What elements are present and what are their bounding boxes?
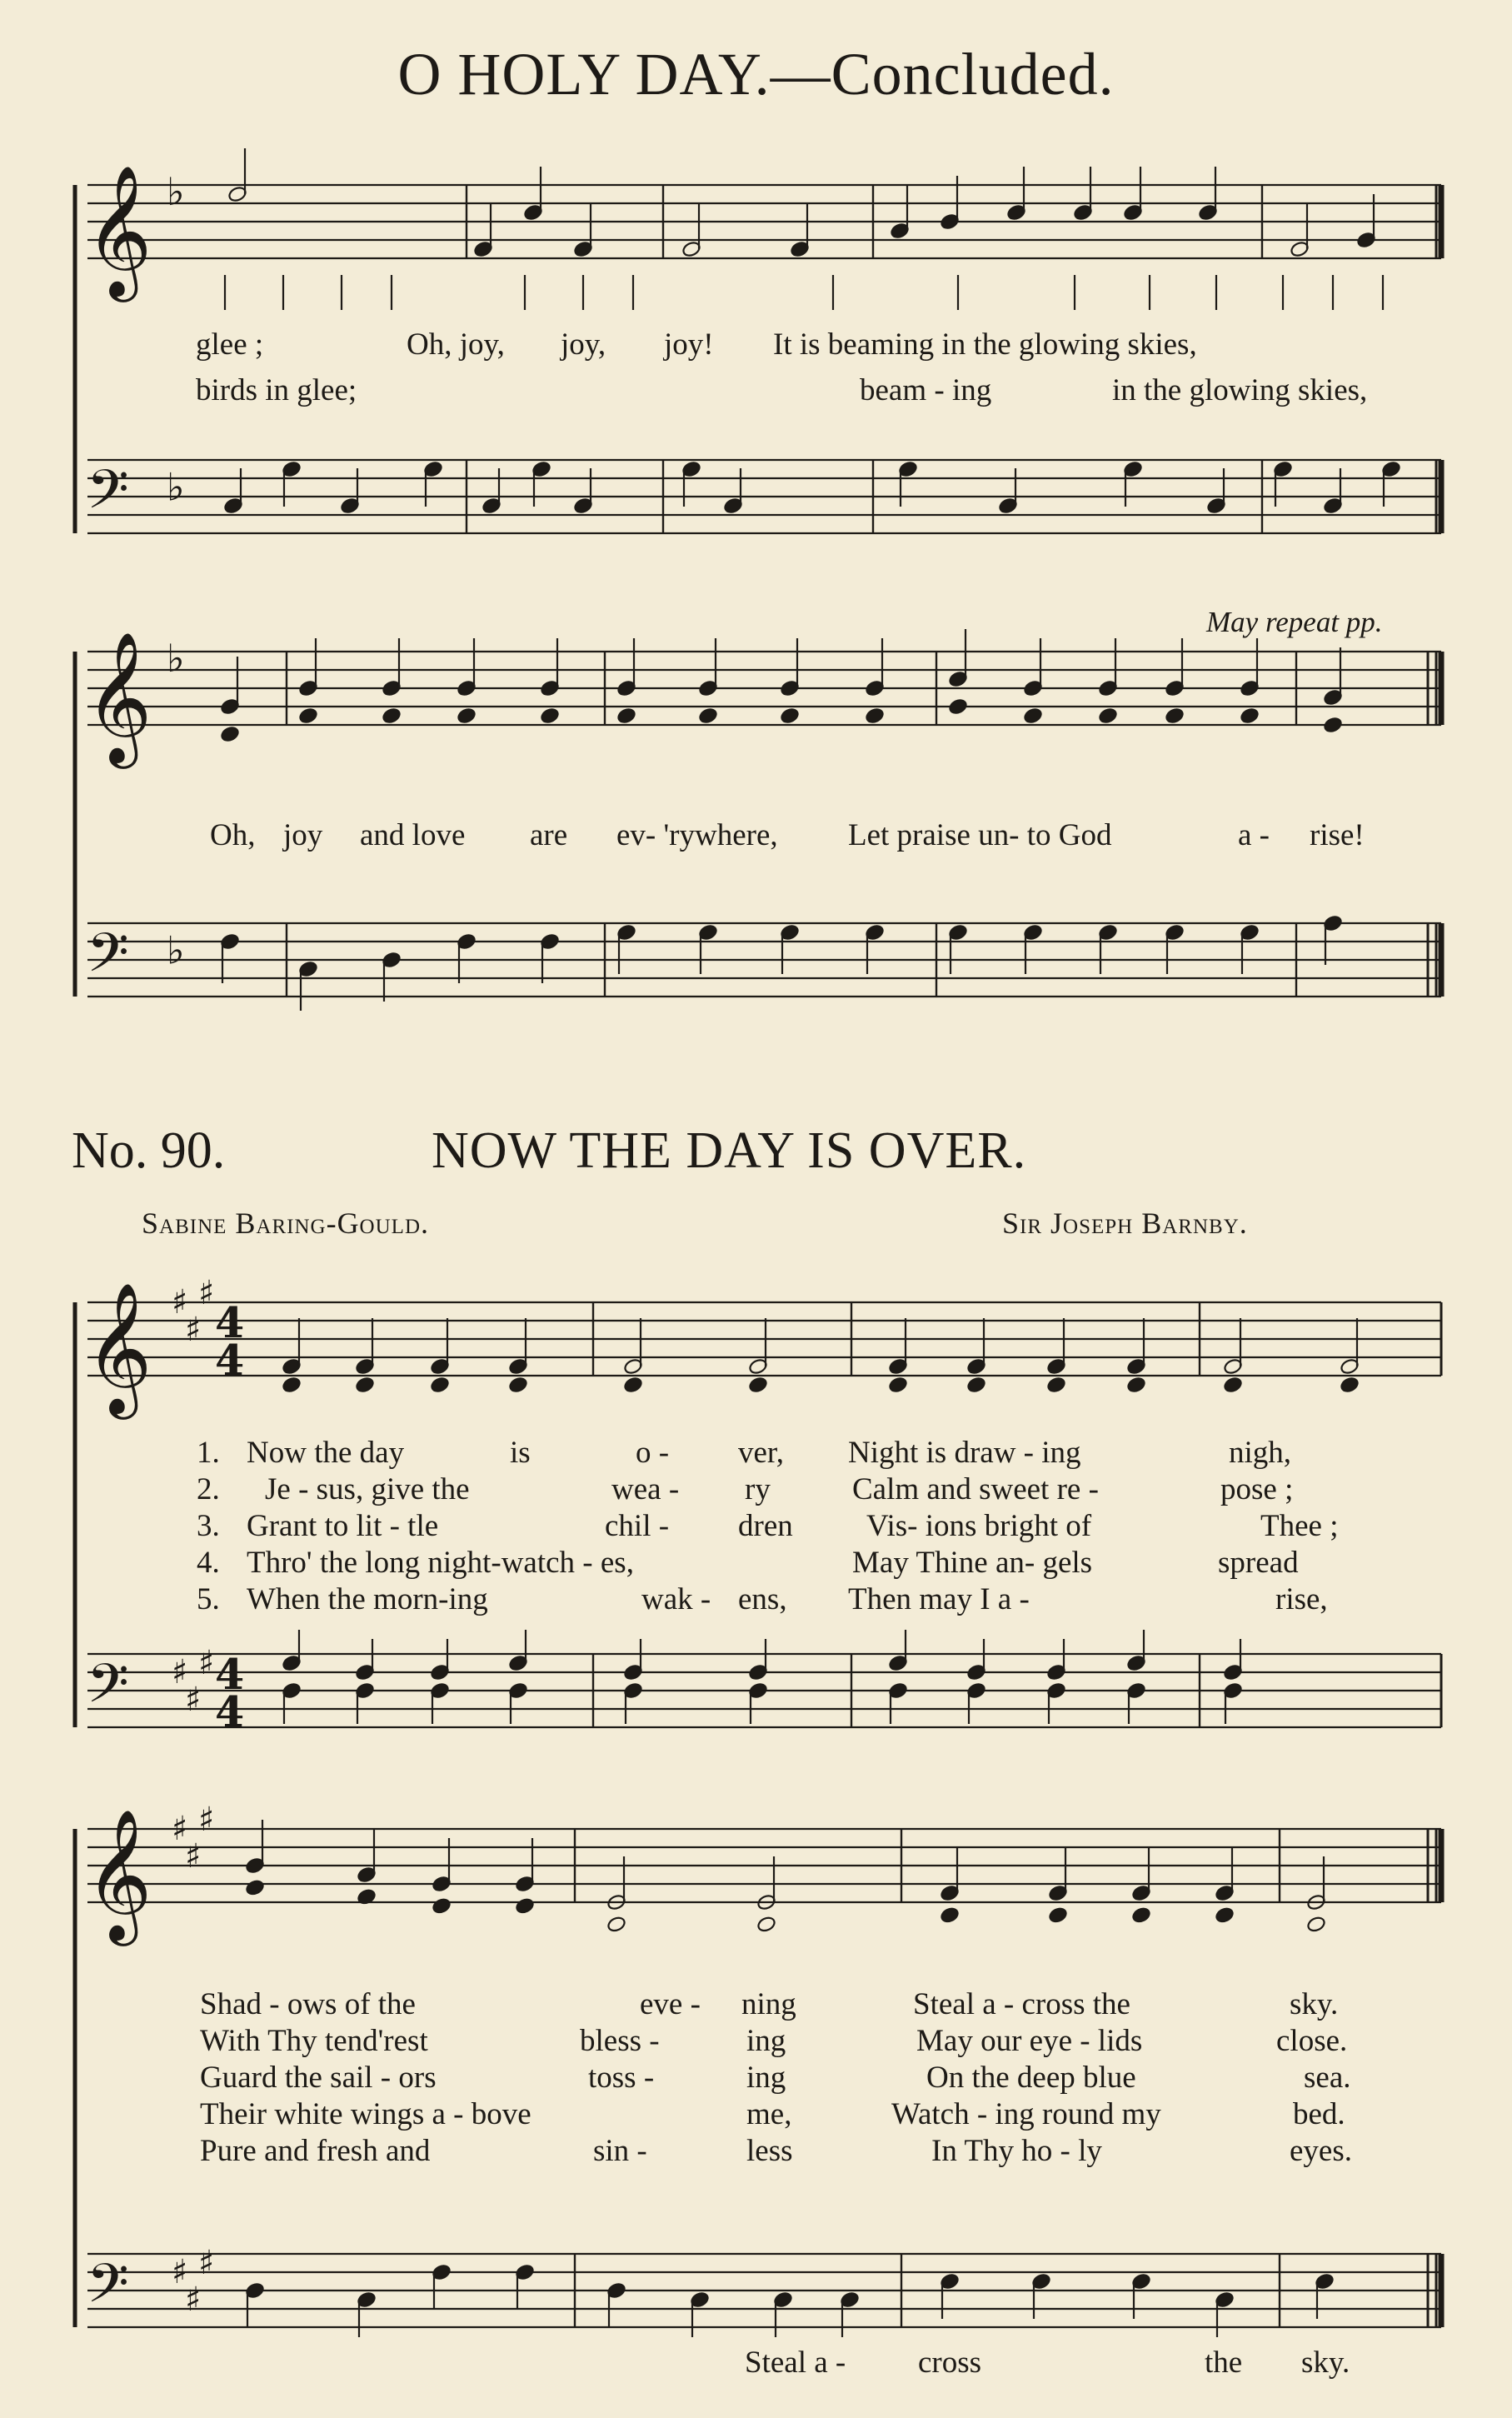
- lyric-joy2: joy: [283, 818, 323, 852]
- time-signature: 4: [215, 1648, 245, 1699]
- verse-text: pose ;: [1220, 1472, 1294, 1506]
- key-signature: ♯: [198, 1644, 215, 1683]
- verse-text: toss -: [588, 2061, 655, 2095]
- time-signature: 4: [215, 1686, 245, 1736]
- bass-lyric-word: Steal a -: [745, 2346, 846, 2380]
- key-signature: ♭: [167, 464, 185, 510]
- note-head: [940, 1906, 960, 1924]
- note-head: [430, 1376, 450, 1393]
- key-signature: ♯: [198, 1801, 215, 1840]
- verse-text: nigh,: [1229, 1436, 1292, 1470]
- verse-text: ing: [746, 2061, 786, 2095]
- key-signature: ♯: [172, 2253, 188, 2292]
- note-head: [1048, 1906, 1068, 1924]
- verse-text: me,: [746, 2097, 792, 2131]
- note-head: [540, 707, 560, 724]
- note-head: [282, 1376, 302, 1393]
- verse-text: chil -: [605, 1509, 670, 1543]
- bass-clef: 𝄢: [87, 920, 129, 998]
- note-head: [1215, 1906, 1235, 1924]
- verse-text: ver,: [738, 1436, 785, 1470]
- note-head: [780, 707, 800, 724]
- key-signature: ♯: [185, 1681, 202, 1720]
- verse-text: o -: [636, 1436, 670, 1470]
- treble-clef: 𝄞: [85, 1808, 152, 1941]
- verse-text: dren: [738, 1509, 793, 1543]
- note-head: [1223, 1376, 1243, 1393]
- note-head: [1046, 1376, 1066, 1393]
- note-head: [355, 1376, 375, 1393]
- note-head: [1240, 707, 1260, 724]
- verse-text: eve -: [640, 1987, 701, 2021]
- note-head: [948, 697, 968, 715]
- note-head: [432, 1897, 452, 1915]
- verse-text: sin -: [593, 2134, 647, 2168]
- treble-clef: 𝄞: [85, 631, 152, 764]
- verse-text: less: [746, 2134, 793, 2168]
- bass-clef: 𝄢: [87, 1651, 129, 1729]
- hymn-composer: Sir Joseph Barnby.: [1002, 1207, 1248, 1240]
- note-head: [698, 707, 718, 724]
- bass-lyric-word: sky.: [1301, 2346, 1350, 2380]
- verse-text: ry: [745, 1472, 771, 1506]
- bass-lyric-word: the: [1205, 2346, 1243, 2380]
- note-head: [966, 1376, 986, 1393]
- verse-text: Their white wings a - bove: [200, 2097, 531, 2131]
- verse-text: rise,: [1275, 1582, 1328, 1616]
- verse-number: 1.: [197, 1436, 220, 1470]
- verse-text: wak -: [641, 1582, 711, 1616]
- lyric-oh-joy: Oh, joy,: [407, 327, 505, 362]
- verse-text: bless -: [580, 2024, 660, 2058]
- verse-text: Calm and sweet re -: [852, 1472, 1099, 1506]
- verse-text: Grant to lit - tle: [247, 1509, 439, 1543]
- key-signature: ♯: [172, 1283, 188, 1322]
- note-head: [1023, 707, 1043, 724]
- verse-text: close.: [1276, 2024, 1348, 2058]
- treble-clef: 𝄞: [85, 164, 152, 297]
- key-signature: ♭: [167, 169, 185, 215]
- note-head: [298, 707, 318, 724]
- lyric-glee: glee ;: [196, 327, 264, 362]
- key-signature: ♯: [185, 2281, 202, 2320]
- lyric-are: are: [530, 818, 568, 852]
- key-signature: ♯: [185, 1311, 202, 1350]
- hymn-author: Sabine Baring-Gould.: [142, 1207, 429, 1240]
- verse-text: Guard the sail - ors: [200, 2061, 437, 2095]
- verse-number: 3.: [197, 1509, 220, 1543]
- verse-text: wea -: [611, 1472, 680, 1506]
- note-head: [748, 1376, 768, 1393]
- key-signature: ♯: [185, 1837, 202, 1876]
- lyric-everywhere: ev- 'rywhere,: [616, 818, 778, 852]
- bass-lyric-word: cross: [918, 2346, 982, 2380]
- bass-clef: 𝄢: [87, 2251, 129, 2329]
- note-head: [888, 1376, 908, 1393]
- verse-text: Night is draw - ing: [848, 1436, 1081, 1470]
- lyric-joy-exclaim: joy!: [664, 327, 714, 362]
- verse-number: 2.: [197, 1472, 220, 1506]
- verse-text: Je - sus, give the: [265, 1472, 470, 1506]
- key-signature: ♭: [167, 636, 185, 682]
- lyric-beaming: It is beaming in the glowing skies,: [773, 327, 1197, 362]
- note-head: [623, 1376, 643, 1393]
- key-signature: ♯: [172, 1653, 188, 1692]
- note-head: [1165, 707, 1185, 724]
- note-head: [245, 1879, 265, 1896]
- lyric-birds: birds in glee;: [196, 373, 357, 407]
- verse-text: Now the day: [247, 1436, 405, 1470]
- lyric-beam-ing: beam - ing: [860, 373, 992, 407]
- note-head: [508, 1376, 528, 1393]
- lyric-glowing: in the glowing skies,: [1112, 373, 1368, 407]
- treble-clef: 𝄞: [85, 1281, 152, 1415]
- note-head: [1306, 1916, 1326, 1933]
- verse-text: sea.: [1304, 2061, 1351, 2095]
- bass-clef: 𝄢: [87, 457, 129, 535]
- verse-text: ing: [746, 2024, 786, 2058]
- verse-text: Vis- ions bright of: [866, 1509, 1092, 1543]
- verse-text: Watch - ing round my: [891, 2097, 1161, 2131]
- note-head: [606, 1916, 626, 1933]
- verse-text: Pure and fresh and: [200, 2134, 431, 2168]
- verse-number: 4.: [197, 1546, 220, 1580]
- verse-text: Thro' the long night-watch - es,: [247, 1546, 634, 1580]
- verse-text: On the deep blue: [926, 2061, 1136, 2095]
- lyric-and-love: and love: [360, 818, 466, 852]
- note-head: [1323, 716, 1343, 733]
- verse-text: ens,: [738, 1582, 787, 1616]
- note-head: [1131, 1906, 1151, 1924]
- verse-text: sky.: [1290, 1987, 1339, 2021]
- key-signature: ♭: [167, 927, 185, 973]
- lyric-a: a -: [1238, 818, 1270, 852]
- key-signature: ♯: [172, 1810, 188, 1849]
- note-head: [457, 707, 477, 724]
- verse-text: May Thine an- gels: [852, 1546, 1093, 1580]
- verse-text: Then may I a -: [848, 1582, 1030, 1616]
- verse-text: May our eye - lids: [916, 2024, 1143, 2058]
- note-head: [756, 1916, 776, 1933]
- note-head: [515, 1897, 535, 1915]
- verse-text: When the morn-ing: [247, 1582, 488, 1616]
- note-head: [865, 707, 885, 724]
- verse-text: eyes.: [1290, 2134, 1352, 2168]
- verse-text: Shad - ows of the: [200, 1987, 416, 2021]
- time-signature: 4: [215, 1296, 245, 1347]
- verse-text: spread: [1218, 1546, 1299, 1580]
- note-head: [1340, 1376, 1360, 1393]
- lyric-oh: Oh,: [210, 818, 256, 852]
- verse-text: Thee ;: [1260, 1509, 1339, 1543]
- verse-text: Steal a - cross the: [913, 1987, 1130, 2021]
- verse-number: 5.: [197, 1582, 220, 1616]
- lyric-let-praise: Let praise un- to God: [848, 818, 1112, 852]
- key-signature: ♯: [198, 2244, 215, 2283]
- note-head: [1126, 1376, 1146, 1393]
- note-head: [382, 707, 402, 724]
- note-head: [220, 725, 240, 742]
- verse-text: is: [510, 1436, 531, 1470]
- verse-text: In Thy ho - ly: [931, 2134, 1102, 2168]
- lyric-rise: rise!: [1310, 818, 1365, 852]
- time-signature: 4: [215, 1334, 245, 1385]
- page-title: O HOLY DAY.—Concluded.: [397, 41, 1115, 107]
- hymn-title: NOW THE DAY IS OVER.: [432, 1122, 1027, 1179]
- verse-text: bed.: [1293, 2097, 1345, 2131]
- note-head: [616, 707, 636, 724]
- performance-note: May repeat pp.: [1206, 606, 1383, 638]
- note-head: [1098, 707, 1118, 724]
- hymn-number: No. 90.: [72, 1122, 226, 1179]
- verse-text: With Thy tend'rest: [200, 2024, 428, 2058]
- verse-text: ning: [741, 1987, 796, 2021]
- key-signature: ♯: [198, 1274, 215, 1313]
- lyric-joy: joy,: [561, 327, 606, 362]
